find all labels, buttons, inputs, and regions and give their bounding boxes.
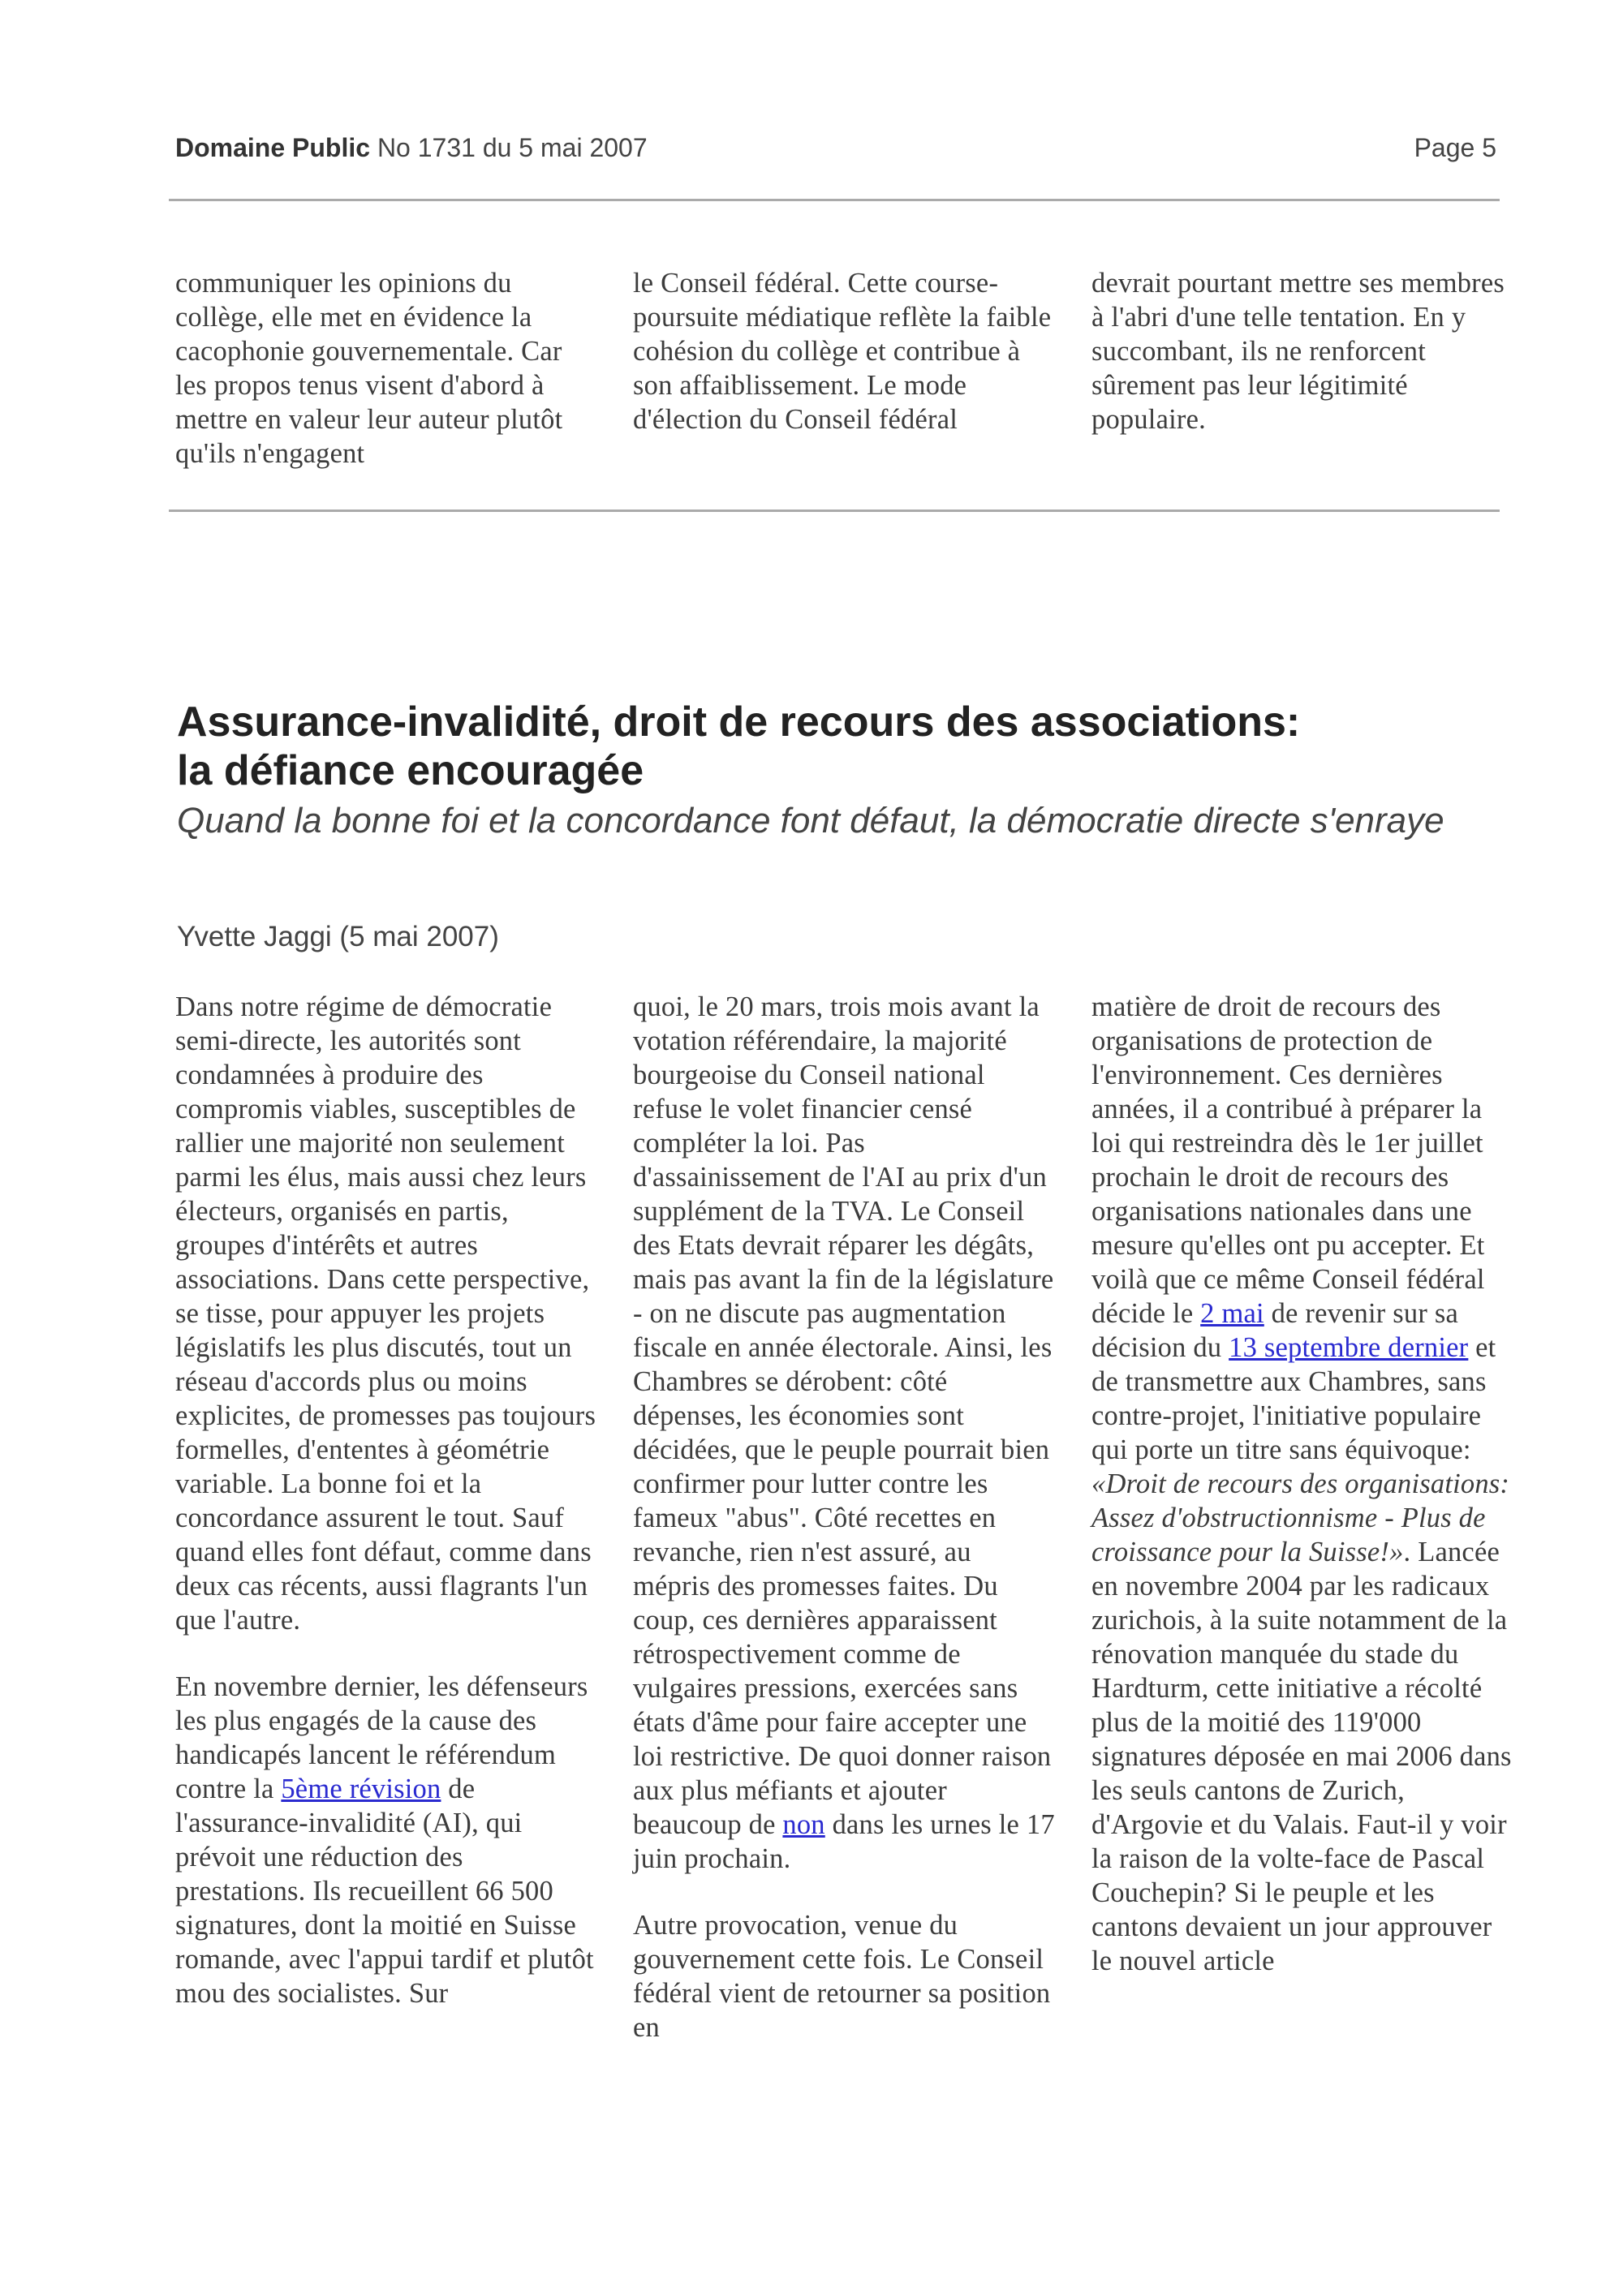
paragraph-text: . Lancée en novembre 2004 par les radicaux zurichois, à la suite notamment de la rénovation manquée du stade du Hardturm, cette initiative a récolté plus de la moitié des 119'000 signatures déposée en mai 2006 dans les seuls cantons de Zurich, d'Argovie et du Valais. Faut-il y voir la raison de la volte-face de Pascal Couchepin? Si le peuple et les cantons devaient un jour approuver le nouvel article — [1091, 1537, 1512, 1976]
paragraph: Dans notre régime de démocratie semi-directe, les autorités sont condamnées à produire des compromis viables, susceptibles de rallier une majorité non seulement parmi les élus, mais aussi chez leurs électeurs, organisés en partis, groupes d'intérêts et autres associations. Dans cette perspective, se tisse, pour appuyer les projets législatifs les plus discutés, tout un réseau d'accords plus ou moins explicites, de promesses pas toujours formelles, d'ententes à géométrie variable. La bonne foi et la concordance assurent le tout. Sauf quand elles font défaut, comme dans deux cas récents, aussi flagrants l'un que l'autre. — [175, 991, 596, 1636]
paragraph-text: de l'assurance-invalidité (AI), qui prévoit une réduction des prestations. Ils recueillent 66 500 signatures, dont la moitié en Suisse romande, avec l'appui tardif et plutôt mou des socialistes. Sur — [175, 1774, 594, 2009]
previous-article-column-1 — [175, 266, 597, 503]
link-13-septembre[interactable]: 13 septembre dernier — [1229, 1332, 1469, 1363]
link-2-mai[interactable]: 2 mai — [1200, 1298, 1264, 1329]
article-title — [177, 698, 1508, 795]
initiative-title-quote: «Droit de recours des organisations: Assez d'obstructionnisme - Plus de croissance pour la Suisse!» — [1091, 1468, 1510, 1567]
previous-article-text: le Conseil fédéral. Cette course-poursuite médiatique reflète la faible cohésion du collège et contribue à son affaiblissement. Le mode d'élection du Conseil fédéral — [633, 268, 1052, 435]
link-non[interactable]: non — [782, 1809, 825, 1840]
article-title-line-1: Assurance-invalidité, droit de recours des associations: — [177, 699, 1301, 746]
paragraph — [175, 1670, 597, 2010]
previous-article-column-3 — [1091, 266, 1513, 469]
page-number: Page 5 — [1414, 133, 1496, 162]
paragraph: Autre provocation, venue du gouvernement cette fois. Le Conseil fédéral vient de retourner sa position en — [633, 1910, 1051, 2043]
article-title-line-2: la défiance encouragée — [177, 747, 644, 794]
paragraph-text: dans les urnes le 17 juin prochain. — [633, 1809, 1055, 1874]
paragraph — [633, 990, 1055, 1876]
previous-article-text: devrait pourtant mettre ses membres à l'abri d'une telle tentation. En y succombant, ils ne renforcent sûrement pas leur légitimité populaire. — [1091, 268, 1505, 435]
article-column-3 — [1091, 990, 1513, 2010]
paragraph-text: quoi, le 20 mars, trois mois avant la votation référendaire, la majorité bourgeoise du Conseil national refuse le volet financier censé compléter la loi. Pas d'assainissement de l'AI au prix d'un supplément de la TVA. Le Conseil des Etats devrait réparer les dégâts, mais pas avant la fin de la législature - on ne discute pas augmentation fiscale en année électorale. Ainsi, les Chambres se dérobent: côté dépenses, les économies sont décidées, que le peuple pourrait bien confirmer pour lutter contre les fameux "abus". Côté recettes en revanche, rien n'est assuré, au mépris des promesses faites. Du coup, ces dernières apparaissent rétrospectivement comme de vulgaires pressions, exercées sans états d'âme pour faire accepter une loi restrictive. De quoi donner raison aux plus méfiants et ajouter beaucoup de — [633, 991, 1054, 1840]
header-divider — [169, 199, 1500, 201]
article-subtitle: Quand la bonne foi et la concordance font défaut, la démocratie directe s'enraye — [177, 801, 1444, 841]
article-divider — [169, 510, 1500, 512]
article-column-2 — [633, 990, 1055, 2077]
article-byline: Yvette Jaggi (5 mai 2007) — [177, 921, 499, 952]
publication-name: Domaine Public — [175, 133, 371, 162]
paragraph-text: En novembre dernier, les défenseurs les plus engagés de la cause des handicapés lancent le référendum contre la — [175, 1671, 588, 1804]
previous-article-column-2 — [633, 266, 1055, 469]
page-header — [175, 133, 1496, 170]
previous-article-text: communiquer les opinions du collège, elle met en évidence la cacophonie gouvernementale. Car les propos tenus visent d'abord à mettre en valeur leur auteur plutôt qu'ils n'engagent — [175, 268, 563, 469]
paragraph-text: matière de droit de recours des organisations de protection de l'environnement. Ces dernières années, il a contribué à préparer la loi qui restreindra dès le 1er juillet prochain le droit de recours des organisations nationales dans une mesure qu'elles ont pu accepter. Et voilà que ce même Conseil fédéral décide le — [1091, 991, 1485, 1329]
link-5eme-revision[interactable]: 5ème révision — [281, 1774, 441, 1804]
paragraph-text: et de transmettre aux Chambres, sans contre-projet, l'initiative populaire qui porte un titre sans équivoque: — [1091, 1332, 1496, 1465]
article-column-1 — [175, 990, 597, 2043]
issue-info: No 1731 du 5 mai 2007 — [377, 133, 648, 162]
paragraph — [1091, 990, 1513, 1978]
paragraph-text: de revenir sur sa décision du — [1091, 1298, 1459, 1363]
